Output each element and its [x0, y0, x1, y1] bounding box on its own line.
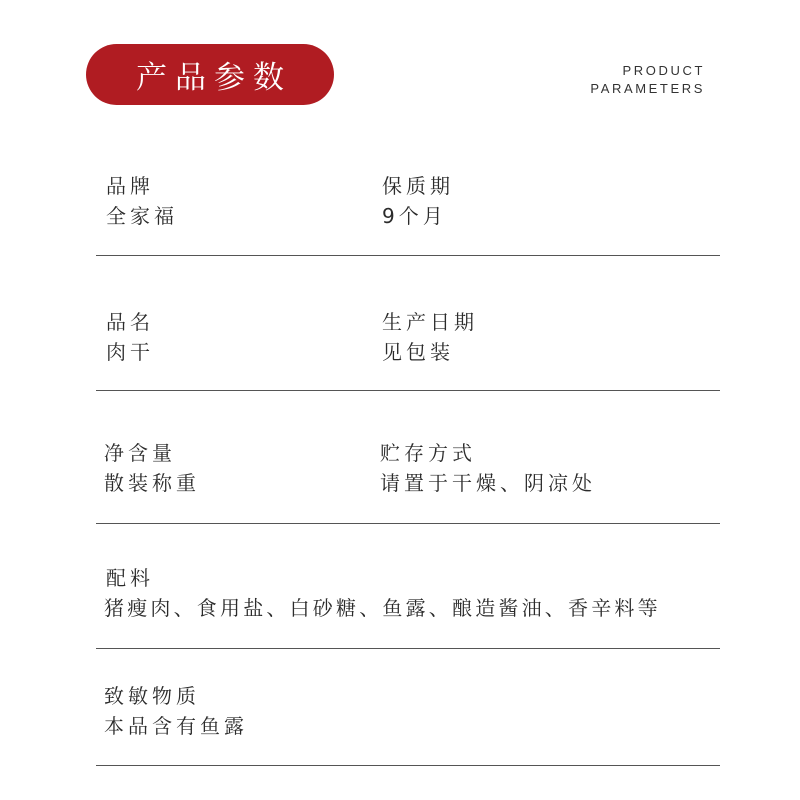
allergens-value: 本品含有鱼露: [104, 714, 248, 738]
net-content-value: 散装称重: [104, 471, 200, 495]
section-title-en: [590, 62, 705, 98]
shelf-life-label: 保质期: [382, 174, 454, 198]
production-date-label: 生产日期: [382, 310, 478, 334]
allergens-label: 致敏物质: [104, 684, 200, 708]
section-title-badge: [86, 44, 334, 105]
ingredients-label: 配料: [106, 566, 154, 590]
shelf-life-value: 9个月: [382, 204, 447, 228]
production-date-value: 见包装: [382, 340, 454, 364]
ingredients-value: 猪瘦肉、食用盐、白砂糖、鱼露、酿造酱油、香辛料等: [104, 596, 661, 620]
brand-label: 品牌: [106, 174, 154, 198]
section-title-en-line1: PRODUCT: [622, 63, 705, 78]
divider: [96, 648, 720, 649]
storage-label: 贮存方式: [380, 441, 476, 465]
section-title: 产品参数: [136, 60, 292, 96]
divider: [96, 255, 720, 256]
divider: [96, 390, 720, 391]
product-name-label: 品名: [106, 310, 154, 334]
product-name-value: 肉干: [106, 340, 154, 364]
divider: [96, 523, 720, 524]
net-content-label: 净含量: [104, 441, 176, 465]
divider: [96, 765, 720, 766]
brand-value: 全家福: [106, 204, 178, 228]
storage-value: 请置于干燥、阴凉处: [380, 471, 596, 495]
section-title-en-line2: PARAMETERS: [590, 81, 705, 96]
